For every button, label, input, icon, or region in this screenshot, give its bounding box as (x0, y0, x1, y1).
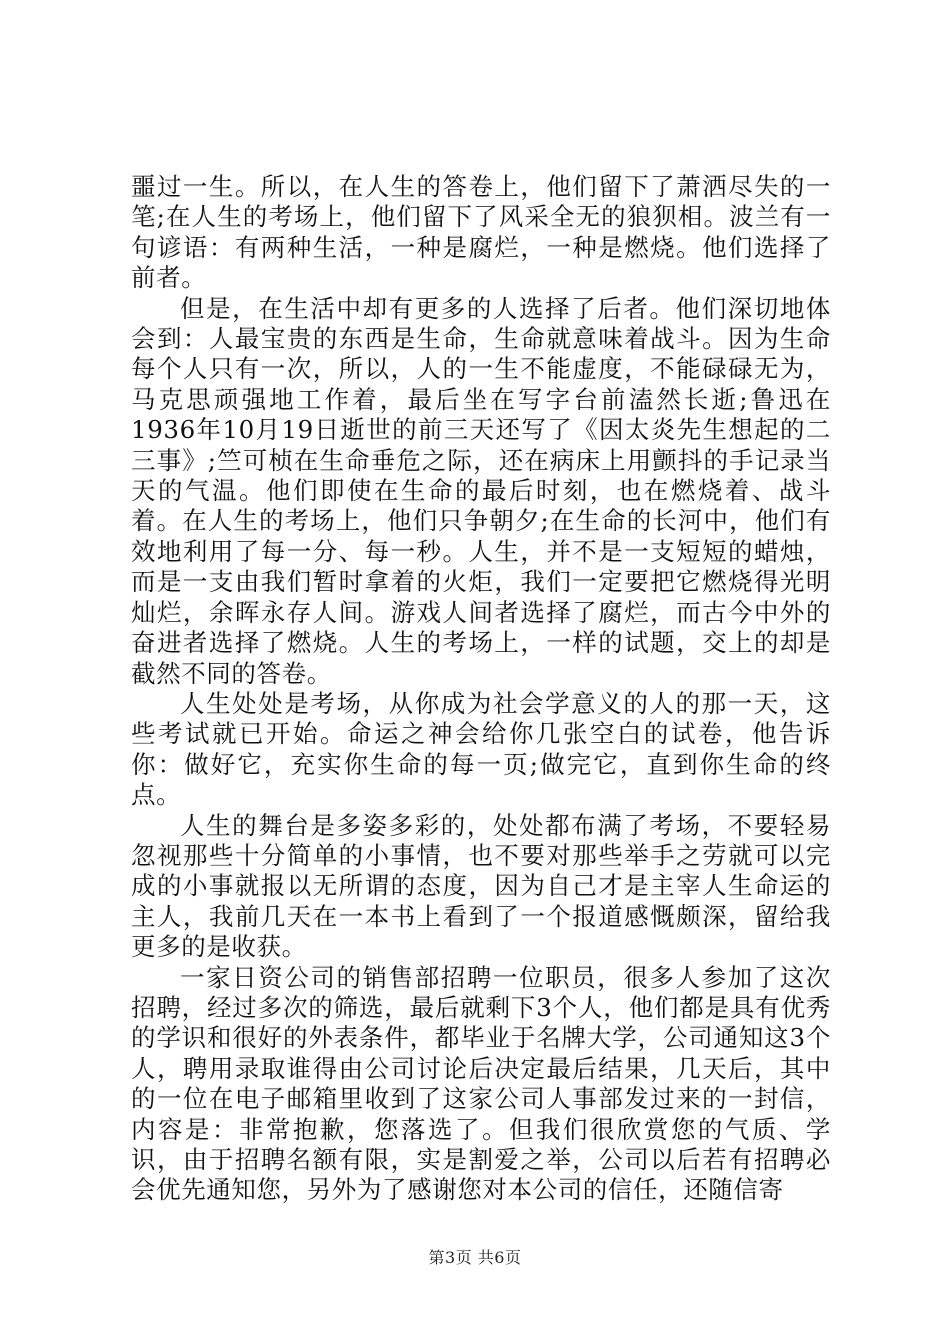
paragraph-3: 人生处处是考场，从你成为社会学意义的人的那一天，这些考试就已开始。命运之神会给你几张空白的试卷，他告诉你：做好它，充实你生命的每一页;做完它，直到你生命的终点。 (131, 688, 831, 810)
paragraph-4: 人生的舞台是多姿多彩的，处处都布满了考场，不要轻易忽视那些十分简单的小事情，也不要对那些举手之劳就可以完成的小事就报以无所谓的态度，因为自己才是主宰人生命运的主人，我前几天在一本书上看到了一个报道感慨颇深，留给我更多的是收获。 (131, 810, 831, 962)
document-body (131, 172, 831, 1206)
paragraph-1: 噩过一生。所以，在人生的答卷上，他们留下了萧洒尽失的一笔;在人生的考场上，他们留下了风采全无的狼狈相。波兰有一句谚语：有两种生活，一种是腐烂，一种是燃烧。他们选择了前者。 (131, 172, 831, 293)
paragraph-5: 一家日资公司的销售部招聘一位职员，很多人参加了这次招聘，经过多次的筛选，最后就剩下3个人，他们都是具有优秀的学识和很好的外表条件，都毕业于名牌大学，公司通知这3个人，聘用录取谁得由公司讨论后决定最后结果，几天后，其中的一位在电子邮箱里收到了这家公司人事部发过来的一封信，内容是：非常抱歉，您落选了。但我们很欣赏您的气质、学识，由于招聘名额有限，实是割爱之举，公司以后若有招聘必会优先通知您，另外为了感谢您对本公司的信任，还随信寄 (131, 962, 831, 1205)
paragraph-2: 但是，在生活中却有更多的人选择了后者。他们深切地体会到：人最宝贵的东西是生命，生命就意味着战斗。因为生命每个人只有一次，所以，人的一生不能虚度，不能碌碌无为，马克思顽强地工作着，最后坐在写字台前溘然长逝;鲁迅在1936年10月19日逝世的前三天还写了《因太炎先生想起的二三事》;竺可桢在生命垂危之际，还在病床上用颤抖的手记录当天的气温。他们即使在生命的最后时刻，也在燃烧着、战斗着。在人生的考场上，他们只争朝夕;在生命的长河中，他们有效地利用了每一分、每一秒。人生，并不是一支短短的蜡烛，而是一支由我们暂时拿着的火炬，我们一定要把它燃烧得光明灿烂，余晖永存人间。游戏人间者选择了腐烂，而古今中外的奋进者选择了燃烧。人生的考场上，一样的试题，交上的却是截然不同的答卷。 (131, 293, 831, 688)
page-footer: 第3页 共6页 (428, 1248, 522, 1267)
